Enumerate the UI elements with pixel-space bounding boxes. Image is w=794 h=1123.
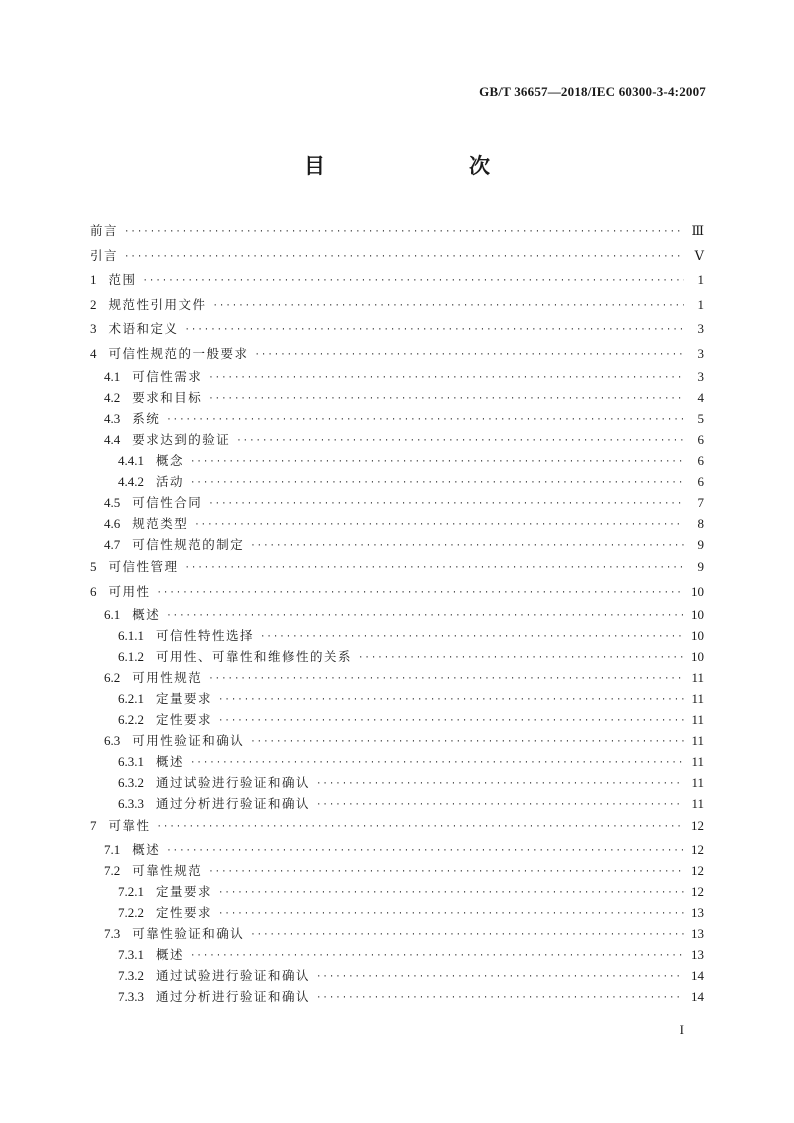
dot-leader [316, 795, 684, 816]
toc-entry-number: 7.3 [104, 925, 121, 941]
dot-leader [208, 494, 684, 515]
toc-entry[interactable] [90, 881, 704, 902]
toc-entry-page: 10 [691, 649, 704, 664]
dot-leader [190, 946, 684, 967]
toc-entry[interactable] [90, 751, 704, 772]
toc-entry[interactable] [90, 688, 704, 709]
toc-entry-number: 4.4.2 [118, 474, 144, 489]
toc-entry-label: 可信性规范的一般要求 [108, 345, 249, 361]
toc-entry-page: 12 [691, 862, 704, 878]
toc-entry-label: 概述 [156, 754, 185, 769]
toc-entry[interactable] [90, 986, 704, 1007]
toc-entry-label: 可信性规范的制定 [132, 537, 245, 552]
toc-entry-number: 6.3.3 [118, 796, 144, 811]
dot-leader [250, 536, 684, 557]
toc-entry-page: 6 [697, 474, 704, 489]
toc-entry[interactable] [90, 366, 704, 387]
toc-entry[interactable] [90, 387, 704, 408]
toc-entry-number: 7.2 [104, 862, 121, 878]
toc-entry-label: 规范性引用文件 [108, 296, 207, 312]
toc-entry-label: 可用性验证和确认 [132, 733, 245, 748]
toc-entry-label: 可信性特性选择 [156, 628, 255, 643]
dot-leader [185, 556, 684, 581]
toc-entry[interactable] [90, 408, 704, 429]
toc-entry-number: 1 [90, 272, 97, 287]
toc-entry-page: Ⅴ [694, 247, 704, 263]
toc-entry[interactable] [90, 604, 704, 625]
toc-entry[interactable] [90, 342, 704, 367]
toc-entry-label: 概念 [156, 453, 185, 468]
toc-entry-page: 7 [697, 495, 704, 510]
toc-entry[interactable] [90, 944, 704, 965]
toc-entry[interactable] [90, 860, 704, 881]
toc-entry[interactable] [90, 471, 704, 492]
toc-entry-label: 可靠性验证和确认 [132, 925, 245, 941]
toc-entry[interactable] [90, 814, 704, 839]
toc-entry-label: 通过分析进行验证和确认 [156, 988, 311, 1004]
toc-entry-number: 6.3.2 [118, 775, 144, 790]
toc-entry-label: 术语和定义 [108, 321, 179, 336]
dot-leader [218, 711, 684, 732]
dot-leader [250, 925, 684, 946]
dot-leader [250, 732, 684, 753]
toc-entry-number: 6.1.1 [118, 628, 144, 643]
toc-entry-number: 7.3.2 [118, 967, 144, 983]
dot-leader [218, 690, 684, 711]
dot-leader [166, 841, 684, 862]
toc-entry-label: 可用性、可靠性和维修性的关系 [156, 649, 353, 664]
toc-entry[interactable] [90, 923, 704, 944]
page-number: I [679, 1022, 684, 1037]
dot-leader [124, 245, 684, 270]
toc-entry[interactable] [90, 772, 704, 793]
dot-leader [157, 815, 684, 840]
toc-entry-number: 6.2.2 [118, 712, 144, 727]
dot-leader [208, 862, 684, 883]
toc-entry-page: 6 [697, 453, 704, 468]
toc-entry[interactable] [90, 667, 704, 688]
toc-entry-label: 要求和目标 [132, 390, 203, 405]
toc-entry-label: 引言 [90, 247, 119, 263]
toc-entry-number: 6.1 [104, 607, 121, 622]
toc-entry-page: 13 [691, 904, 704, 920]
toc-entry-page: 11 [691, 691, 704, 706]
toc-entry-page: 8 [697, 516, 704, 531]
toc-entry-page: 10 [691, 583, 704, 599]
toc-entry-page: 14 [691, 967, 704, 983]
dot-leader [194, 515, 684, 536]
toc-entry-page: 3 [697, 345, 704, 361]
toc-entry-page: 12 [691, 818, 704, 833]
toc-entry-number: 4.2 [104, 390, 121, 405]
toc-entry[interactable] [90, 534, 704, 555]
dot-leader [157, 581, 684, 606]
toc-entry-label: 定量要求 [156, 691, 213, 706]
toc-entry-label: 通过试验进行验证和确认 [156, 967, 311, 983]
toc-entry[interactable] [90, 730, 704, 751]
toc-entry-label: 通过试验进行验证和确认 [156, 775, 311, 790]
toc-entry-page: 1 [697, 296, 704, 312]
toc-entry-number: 4.4.1 [118, 453, 144, 468]
toc-entry-page: 12 [691, 883, 704, 899]
dot-leader [190, 753, 684, 774]
table-of-contents [90, 219, 704, 1007]
toc-entry-label: 范围 [108, 272, 137, 287]
toc-entry-number: 7 [90, 818, 97, 833]
toc-entry-page: 3 [697, 369, 704, 384]
page-title: 目 次 [304, 154, 524, 178]
toc-entry-page: 10 [691, 628, 704, 643]
toc-entry[interactable] [90, 839, 704, 860]
toc-entry-page: Ⅲ [691, 223, 704, 238]
toc-entry-number: 4.5 [104, 495, 121, 510]
toc-entry-number: 5 [90, 559, 97, 574]
dot-leader [124, 220, 684, 245]
dot-leader [208, 389, 684, 410]
toc-entry[interactable] [90, 709, 704, 730]
toc-entry[interactable] [90, 902, 704, 923]
toc-entry-label: 系统 [132, 411, 161, 426]
toc-entry-page: 11 [691, 670, 704, 685]
toc-entry-page: 11 [691, 796, 704, 811]
toc-entry-page: 13 [691, 946, 704, 962]
toc-entry-label: 可信性需求 [132, 369, 203, 384]
toc-entry[interactable] [90, 429, 704, 450]
dot-leader [190, 452, 684, 473]
toc-entry-number: 2 [90, 296, 97, 312]
toc-entry-page: 6 [697, 432, 704, 447]
dot-leader [316, 774, 684, 795]
toc-entry-number: 7.3.3 [118, 988, 144, 1004]
dot-leader [218, 883, 684, 904]
toc-entry-number: 6.1.2 [118, 649, 144, 664]
toc-entry-label: 概述 [132, 607, 161, 622]
toc-entry[interactable] [90, 625, 704, 646]
dot-leader [316, 967, 684, 988]
dot-leader [166, 606, 684, 627]
dot-leader [166, 410, 684, 431]
toc-entry-label: 可靠性规范 [132, 862, 203, 878]
toc-entry-label: 概述 [156, 946, 185, 962]
toc-entry[interactable] [90, 244, 704, 269]
toc-entry[interactable] [90, 513, 704, 534]
toc-entry[interactable] [90, 219, 704, 244]
toc-entry-number: 4.7 [104, 537, 121, 552]
toc-entry-number: 4.1 [104, 369, 121, 384]
toc-entry-number: 6 [90, 583, 97, 599]
toc-entry-label: 可靠性 [108, 818, 151, 833]
dot-leader [358, 648, 684, 669]
toc-entry-number: 6.3 [104, 733, 121, 748]
toc-entry-label: 要求达到的验证 [132, 432, 231, 447]
dot-leader [190, 473, 684, 494]
toc-entry-number: 4.6 [104, 516, 121, 531]
toc-entry-number: 4 [90, 345, 97, 361]
toc-entry-label: 规范类型 [132, 516, 189, 531]
toc-entry-number: 4.4 [104, 432, 121, 447]
toc-entry-number: 7.2.2 [118, 904, 144, 920]
toc-entry-page: 13 [691, 925, 704, 941]
toc-entry-number: 6.2 [104, 670, 121, 685]
dot-leader [316, 988, 684, 1009]
toc-entry-page: 11 [691, 712, 704, 727]
toc-entry-number: 6.3.1 [118, 754, 144, 769]
toc-entry-label: 可用性规范 [132, 670, 203, 685]
toc-entry-number: 3 [90, 321, 97, 336]
dot-leader [143, 269, 684, 294]
toc-entry-label: 前言 [90, 223, 119, 238]
dot-leader [236, 431, 684, 452]
dot-leader [218, 904, 684, 925]
standard-number-header: GB/T 36657—2018/IEC 60300-3-4:2007 [479, 84, 706, 99]
toc-entry-label: 可用性 [108, 583, 151, 599]
toc-entry[interactable] [90, 492, 704, 513]
toc-entry-page: 11 [691, 733, 704, 748]
dot-leader [208, 669, 684, 690]
toc-entry-page: 14 [691, 988, 704, 1004]
dot-leader [213, 294, 684, 319]
toc-entry[interactable] [90, 965, 704, 986]
toc-entry[interactable] [90, 580, 704, 605]
toc-entry[interactable] [90, 555, 704, 580]
toc-entry-page: 9 [697, 537, 704, 552]
dot-leader [208, 368, 684, 389]
toc-entry-page: 11 [691, 754, 704, 769]
toc-entry-page: 9 [697, 559, 704, 574]
dot-leader [260, 627, 684, 648]
toc-entry-label: 可信性合同 [132, 495, 203, 510]
dot-leader [185, 318, 684, 343]
toc-entry-label: 定性要求 [156, 904, 213, 920]
toc-entry[interactable] [90, 646, 704, 667]
toc-entry-page: 1 [697, 272, 704, 287]
toc-entry-label: 可信性管理 [108, 559, 179, 574]
dot-leader [255, 343, 684, 368]
toc-entry-page: 11 [691, 775, 704, 790]
toc-entry-number: 4.3 [104, 411, 121, 426]
toc-entry-label: 概述 [132, 841, 161, 857]
toc-entry-page: 5 [697, 411, 704, 426]
toc-entry[interactable] [90, 793, 704, 814]
toc-entry[interactable] [90, 293, 704, 318]
toc-entry-number: 7.1 [104, 841, 121, 857]
toc-entry-page: 10 [691, 607, 704, 622]
toc-entry-label: 通过分析进行验证和确认 [156, 796, 311, 811]
toc-entry-page: 3 [697, 321, 704, 336]
toc-entry-number: 7.3.1 [118, 946, 144, 962]
toc-entry-label: 定量要求 [156, 883, 213, 899]
toc-entry-label: 定性要求 [156, 712, 213, 727]
toc-entry[interactable] [90, 450, 704, 471]
toc-entry-label: 活动 [156, 474, 185, 489]
toc-entry-number: 6.2.1 [118, 691, 144, 706]
toc-entry[interactable] [90, 317, 704, 342]
toc-entry-page: 4 [697, 390, 704, 405]
toc-entry-page: 12 [691, 841, 704, 857]
toc-entry-number: 7.2.1 [118, 883, 144, 899]
toc-entry[interactable] [90, 268, 704, 293]
